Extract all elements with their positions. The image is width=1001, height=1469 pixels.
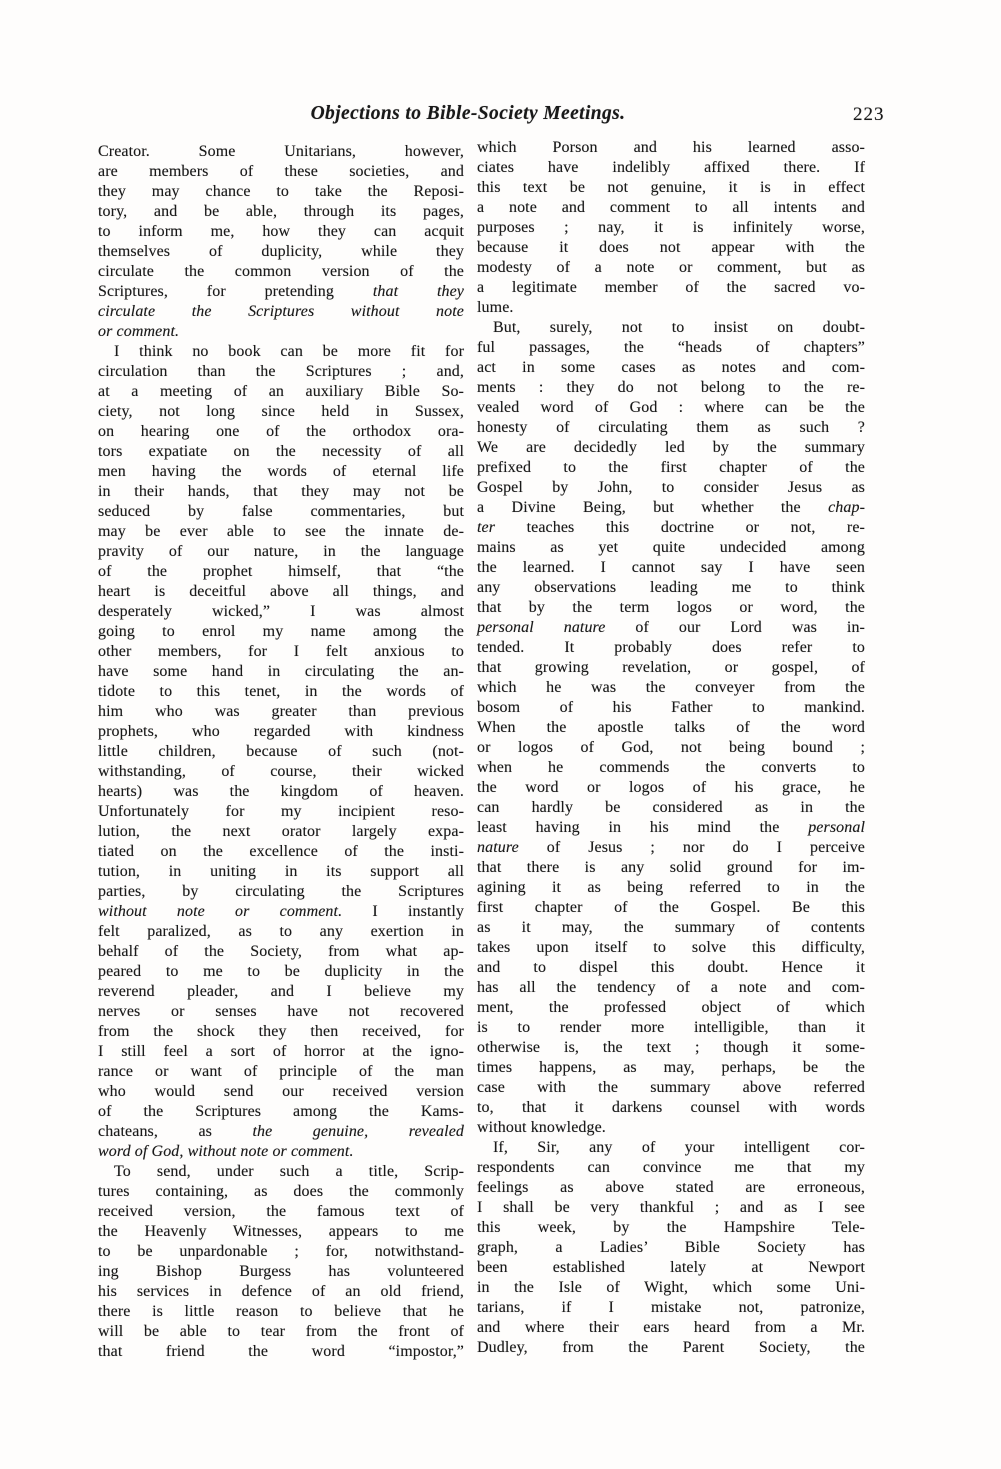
text-line bbox=[477, 1278, 865, 1298]
text-line bbox=[477, 1318, 865, 1338]
text-line bbox=[477, 1338, 865, 1358]
text-segment: tarians, if I mistake not, patronize, bbox=[477, 1299, 865, 1316]
text-line bbox=[98, 142, 464, 162]
text-segment: I instantly bbox=[342, 903, 464, 920]
text-line bbox=[98, 1302, 464, 1322]
text-segment: Creator. Some Unitarians, however, bbox=[98, 143, 464, 160]
text-segment: tution, in uniting in its support all bbox=[98, 863, 464, 880]
text-line bbox=[477, 1258, 865, 1278]
text-line bbox=[477, 958, 865, 978]
text-segment: heart is deceitful above all things, and bbox=[98, 583, 464, 600]
text-line bbox=[477, 158, 865, 178]
italic-text-segment: personal bbox=[808, 819, 865, 836]
text-segment: bosom of his Father to mankind. bbox=[477, 699, 865, 716]
text-segment: ciety, not long since held in Sussex, bbox=[98, 403, 464, 420]
text-line bbox=[477, 898, 865, 918]
text-segment: behalf of the Society, from what ap- bbox=[98, 943, 464, 960]
text-segment: are members of these societies, and bbox=[98, 163, 464, 180]
text-segment: men having the words of eternal life bbox=[98, 463, 464, 480]
text-line bbox=[477, 378, 865, 398]
text-segment: act in some cases as notes and com- bbox=[477, 359, 865, 376]
text-line bbox=[477, 878, 865, 898]
text-line bbox=[477, 358, 865, 378]
text-line bbox=[477, 658, 865, 678]
italic-text-segment: that they bbox=[372, 283, 464, 300]
text-segment: tors expatiate on the necessity of all bbox=[98, 443, 464, 460]
text-line bbox=[98, 522, 464, 542]
text-line bbox=[98, 1202, 464, 1222]
text-line bbox=[98, 1322, 464, 1342]
text-line bbox=[98, 362, 464, 382]
text-segment: ments : they do not belong to the re- bbox=[477, 379, 865, 396]
text-segment: feelings as above stated are erroneous, bbox=[477, 1179, 865, 1196]
text-line bbox=[98, 262, 464, 282]
text-line bbox=[477, 278, 865, 298]
text-segment: that by the term logos or word, the bbox=[477, 599, 865, 616]
text-line bbox=[477, 1218, 865, 1238]
text-segment: ing Bishop Burgess has volunteered bbox=[98, 1263, 464, 1280]
text-line bbox=[98, 1342, 464, 1362]
text-line bbox=[477, 698, 865, 718]
text-line bbox=[477, 438, 865, 458]
text-segment: Dudley, from the Parent Society, the bbox=[477, 1339, 865, 1356]
text-line bbox=[98, 442, 464, 462]
text-line bbox=[98, 1142, 464, 1162]
text-segment: rance or want of principle of the man bbox=[98, 1063, 464, 1080]
text-segment: lution, the next orator largely expa- bbox=[98, 823, 464, 840]
text-segment: on hearing one of the orthodox ora- bbox=[98, 423, 464, 440]
text-segment: ment, the professed object of which bbox=[477, 999, 865, 1016]
text-segment: purposes ; nay, it is infinitely worse, bbox=[477, 219, 865, 236]
text-segment: If, Sir, any of your intelligent cor- bbox=[493, 1139, 865, 1156]
text-segment: circulate the common version of the bbox=[98, 263, 464, 280]
text-line bbox=[477, 498, 865, 518]
text-line bbox=[98, 322, 464, 342]
text-line bbox=[98, 422, 464, 442]
text-segment: Scriptures, for pretending bbox=[98, 283, 373, 300]
italic-text-segment: ter bbox=[477, 519, 496, 536]
text-segment: seduced by false commentaries, but bbox=[98, 503, 464, 520]
text-segment: modesty of a note or comment, but as bbox=[477, 259, 865, 276]
text-segment: will be able to tear from the front of bbox=[98, 1323, 464, 1340]
italic-text-segment: personal nature bbox=[477, 619, 606, 636]
text-line bbox=[98, 202, 464, 222]
text-segment: to inform me, how they can acquit bbox=[98, 223, 464, 240]
italic-text-segment: chap- bbox=[828, 499, 865, 516]
text-line bbox=[477, 138, 865, 158]
text-column-left bbox=[98, 142, 464, 1362]
text-line bbox=[98, 822, 464, 842]
text-segment: and where their ears heard from a Mr. bbox=[477, 1319, 865, 1336]
text-line bbox=[477, 598, 865, 618]
text-segment: may be ever able to see the innate de- bbox=[98, 523, 464, 540]
text-segment: I shall be very thankful ; and as I see bbox=[477, 1199, 865, 1216]
text-line bbox=[477, 998, 865, 1018]
text-segment: because it does not appear with the bbox=[477, 239, 865, 256]
text-line bbox=[477, 838, 865, 858]
text-line bbox=[98, 282, 464, 302]
text-line bbox=[477, 418, 865, 438]
italic-text-segment: word of God, without note or comment. bbox=[98, 1143, 354, 1160]
text-line bbox=[98, 1022, 464, 1042]
text-line bbox=[477, 1178, 865, 1198]
text-segment: When the apostle talks of the word bbox=[477, 719, 865, 736]
text-line bbox=[477, 798, 865, 818]
text-line bbox=[477, 938, 865, 958]
text-line bbox=[477, 618, 865, 638]
text-line bbox=[477, 1078, 865, 1098]
text-line bbox=[477, 738, 865, 758]
text-line bbox=[477, 258, 865, 278]
text-line bbox=[98, 742, 464, 762]
text-line bbox=[477, 338, 865, 358]
running-title: Objections to Bible-Society Meetings. bbox=[310, 103, 626, 124]
text-segment: a note and comment to all intents and bbox=[477, 199, 865, 216]
text-segment: respondents can convince me that my bbox=[477, 1159, 865, 1176]
text-segment: little children, because of such (not- bbox=[98, 743, 464, 760]
text-segment: reverend pleader, and I believe my bbox=[98, 983, 464, 1000]
text-line bbox=[98, 682, 464, 702]
text-segment: Gospel by John, to consider Jesus as bbox=[477, 479, 865, 496]
text-segment: the Heavenly Witnesses, appears to me bbox=[98, 1223, 464, 1240]
text-segment: any observations leading me to think bbox=[477, 579, 865, 596]
text-segment: can hardly be considered as in the bbox=[477, 799, 865, 816]
text-segment: the learned. I cannot say I have seen bbox=[477, 559, 865, 576]
text-segment: tures containing, as does the commonly bbox=[98, 1183, 464, 1200]
text-line bbox=[477, 458, 865, 478]
text-line bbox=[98, 802, 464, 822]
text-line bbox=[98, 902, 464, 922]
text-line bbox=[98, 562, 464, 582]
text-line bbox=[477, 858, 865, 878]
text-segment: felt paralized, as to any exertion in bbox=[98, 923, 464, 940]
text-line bbox=[477, 1298, 865, 1318]
text-line bbox=[477, 638, 865, 658]
text-segment: to be unpardonable ; for, notwithstand- bbox=[98, 1243, 464, 1260]
text-segment: tory, and be able, through its pages, bbox=[98, 203, 464, 220]
text-segment: this text be not genuine, it is in effect bbox=[477, 179, 865, 196]
text-line bbox=[98, 242, 464, 262]
text-segment: his services in defence of an old friend, bbox=[98, 1283, 464, 1300]
text-segment: they may chance to take the Reposi- bbox=[98, 183, 464, 200]
text-segment: Unfortunately for my incipient reso- bbox=[98, 803, 464, 820]
text-segment: hearts) was the kingdom of heaven. bbox=[98, 783, 464, 800]
text-segment: of the prophet himself, that “the bbox=[98, 563, 464, 580]
text-line bbox=[477, 1018, 865, 1038]
text-line bbox=[98, 1162, 464, 1182]
text-segment: nerves or senses have not recovered bbox=[98, 1003, 464, 1020]
text-line bbox=[477, 718, 865, 738]
page-number: 223 bbox=[853, 104, 885, 125]
text-segment: him who was greater than previous bbox=[98, 703, 464, 720]
text-line bbox=[477, 298, 865, 318]
text-segment: to, that it darkens counsel with words bbox=[477, 1099, 865, 1116]
text-segment: a Divine Being, but whether the bbox=[477, 499, 829, 516]
text-line bbox=[98, 382, 464, 402]
text-line bbox=[477, 1158, 865, 1178]
text-segment: this week, by the Hampshire Tele- bbox=[477, 1219, 865, 1236]
text-segment: tiated on the excellence of the insti- bbox=[98, 843, 464, 860]
text-line bbox=[477, 1238, 865, 1258]
text-segment: withstanding, of course, their wicked bbox=[98, 763, 464, 780]
text-column-right bbox=[477, 138, 865, 1358]
text-line bbox=[477, 478, 865, 498]
text-line bbox=[98, 1002, 464, 1022]
italic-text-segment: the genuine, revealed bbox=[252, 1123, 464, 1140]
page-header bbox=[0, 103, 1001, 129]
text-line bbox=[98, 862, 464, 882]
text-line bbox=[98, 222, 464, 242]
text-segment: has all the tendency of a note and com- bbox=[477, 979, 865, 996]
text-segment: prefixed to the first chapter of the bbox=[477, 459, 865, 476]
text-segment: in the Isle of Wight, which some Uni- bbox=[477, 1279, 865, 1296]
text-segment: the word or logos of his grace, he bbox=[477, 779, 865, 796]
text-line bbox=[477, 778, 865, 798]
text-line bbox=[98, 622, 464, 642]
text-segment: other members, for I felt anxious to bbox=[98, 643, 464, 660]
text-segment: case with the summary above referred bbox=[477, 1079, 865, 1096]
text-segment: pravity of our nature, in the language bbox=[98, 543, 464, 560]
text-line bbox=[98, 342, 464, 362]
text-line bbox=[98, 1282, 464, 1302]
text-line bbox=[477, 1138, 865, 1158]
text-line bbox=[477, 538, 865, 558]
text-line bbox=[477, 1058, 865, 1078]
text-segment: prophets, who regarded with kindness bbox=[98, 723, 464, 740]
text-line bbox=[98, 1082, 464, 1102]
text-line bbox=[98, 1122, 464, 1142]
text-segment: and to dispel this doubt. Hence it bbox=[477, 959, 865, 976]
text-segment: a legitimate member of the sacred vo- bbox=[477, 279, 865, 296]
text-segment: that friend the word “impostor,” bbox=[98, 1343, 464, 1360]
text-line bbox=[98, 462, 464, 482]
text-segment: But, surely, not to insist on doubt- bbox=[493, 319, 865, 336]
text-segment: desperately wicked,” I was almost bbox=[98, 603, 464, 620]
text-segment: times happens, as may, perhaps, be the bbox=[477, 1059, 865, 1076]
text-segment: lume. bbox=[477, 299, 514, 316]
text-segment: of Jesus ; nor do I perceive bbox=[518, 839, 865, 856]
text-line bbox=[98, 402, 464, 422]
text-segment: that there is any solid ground for im- bbox=[477, 859, 865, 876]
text-line bbox=[477, 1118, 865, 1138]
text-line bbox=[98, 1222, 464, 1242]
text-segment: I think no book can be more fit for bbox=[114, 343, 464, 360]
text-line bbox=[477, 918, 865, 938]
text-line bbox=[477, 558, 865, 578]
text-segment: I still feel a sort of horror at the igno- bbox=[98, 1043, 464, 1060]
text-line bbox=[98, 662, 464, 682]
text-line bbox=[98, 722, 464, 742]
text-line bbox=[98, 1182, 464, 1202]
text-line bbox=[477, 178, 865, 198]
text-segment: first chapter of the Gospel. Be this bbox=[477, 899, 865, 916]
text-line bbox=[477, 578, 865, 598]
text-segment: otherwise is, the text ; though it some- bbox=[477, 1039, 865, 1056]
text-segment: vealed word of God : where can be the bbox=[477, 399, 865, 416]
text-segment: when he commends the converts to bbox=[477, 759, 865, 776]
text-line bbox=[477, 398, 865, 418]
text-segment: takes upon itself to solve this difficulty, bbox=[477, 939, 865, 956]
text-line bbox=[98, 1242, 464, 1262]
text-line bbox=[98, 782, 464, 802]
text-segment: without knowledge. bbox=[477, 1119, 606, 1136]
text-line bbox=[98, 542, 464, 562]
text-line bbox=[98, 982, 464, 1002]
text-segment: tidote to this tenet, in the words of bbox=[98, 683, 464, 700]
text-line bbox=[98, 182, 464, 202]
text-segment: chateans, as bbox=[98, 1123, 253, 1140]
text-line bbox=[477, 518, 865, 538]
text-segment: which Porson and his learned asso- bbox=[477, 139, 865, 156]
text-segment: of our Lord was in- bbox=[605, 619, 865, 636]
text-segment: from the shock they then received, for bbox=[98, 1023, 464, 1040]
text-segment: tended. It probably does refer to bbox=[477, 639, 865, 656]
text-segment: that growing revelation, or gospel, of bbox=[477, 659, 865, 676]
text-segment: teaches this doctrine or not, re- bbox=[495, 519, 865, 536]
text-line bbox=[98, 1042, 464, 1062]
text-segment: is to render more intelligible, than it bbox=[477, 1019, 865, 1036]
text-segment: going to enrol my name among the bbox=[98, 623, 464, 640]
text-segment: peared to me to be duplicity in the bbox=[98, 963, 464, 980]
text-line bbox=[98, 482, 464, 502]
italic-text-segment: without note or comment. bbox=[98, 903, 343, 920]
text-line bbox=[477, 678, 865, 698]
text-segment: at a meeting of an auxiliary Bible So- bbox=[98, 383, 464, 400]
text-segment: been established lately at Newport bbox=[477, 1259, 865, 1276]
text-line bbox=[98, 762, 464, 782]
text-segment: as it may, the summary of contents bbox=[477, 919, 865, 936]
text-segment: ful passages, the “heads of chapters” bbox=[477, 339, 865, 356]
text-line bbox=[477, 318, 865, 338]
text-line bbox=[98, 582, 464, 602]
italic-text-segment: circulate the Scriptures without note bbox=[98, 303, 464, 320]
text-segment: honesty of circulating them as such ? bbox=[477, 419, 865, 436]
text-line bbox=[477, 1198, 865, 1218]
italic-text-segment: or comment. bbox=[98, 323, 180, 340]
text-line bbox=[98, 642, 464, 662]
text-line bbox=[98, 1262, 464, 1282]
text-line bbox=[98, 702, 464, 722]
text-line bbox=[98, 842, 464, 862]
text-line bbox=[477, 218, 865, 238]
text-line bbox=[98, 962, 464, 982]
text-line bbox=[98, 162, 464, 182]
text-line bbox=[98, 1062, 464, 1082]
text-segment: themselves of duplicity, while they bbox=[98, 243, 464, 260]
text-segment: parties, by circulating the Scriptures bbox=[98, 883, 464, 900]
text-line bbox=[477, 238, 865, 258]
text-segment: of the Scriptures among the Kams- bbox=[98, 1103, 464, 1120]
text-segment: circulation than the Scriptures ; and, bbox=[98, 363, 464, 380]
text-segment: To send, under such a title, Scrip- bbox=[114, 1163, 464, 1180]
text-segment: or logos of God, not being bound ; bbox=[477, 739, 865, 756]
text-line bbox=[98, 602, 464, 622]
text-segment: received version, the famous text of bbox=[98, 1203, 464, 1220]
text-line bbox=[98, 502, 464, 522]
text-segment: agining it as being referred to in the bbox=[477, 879, 865, 896]
text-segment: which he was the conveyer from the bbox=[477, 679, 865, 696]
text-line bbox=[477, 818, 865, 838]
text-segment: have some hand in circulating the an- bbox=[98, 663, 464, 680]
text-segment: ciates have indelibly affixed there. If bbox=[477, 159, 865, 176]
text-segment: graph, a Ladies’ Bible Society has bbox=[477, 1239, 865, 1256]
text-segment: who would send our received version bbox=[98, 1083, 464, 1100]
text-segment: mains as yet quite undecided among bbox=[477, 539, 865, 556]
italic-text-segment: nature bbox=[477, 839, 519, 856]
text-line bbox=[98, 942, 464, 962]
text-line bbox=[477, 1038, 865, 1058]
text-line bbox=[477, 978, 865, 998]
text-line bbox=[98, 882, 464, 902]
text-line bbox=[477, 198, 865, 218]
text-line bbox=[477, 1098, 865, 1118]
text-segment: in their hands, that they may not be bbox=[98, 483, 464, 500]
text-line bbox=[98, 1102, 464, 1122]
text-line bbox=[477, 758, 865, 778]
text-segment: there is little reason to believe that he bbox=[98, 1303, 464, 1320]
text-segment: least having in his mind the bbox=[477, 819, 809, 836]
text-line bbox=[98, 302, 464, 322]
text-line bbox=[98, 922, 464, 942]
text-segment: We are decidedly led by the summary bbox=[477, 439, 865, 456]
